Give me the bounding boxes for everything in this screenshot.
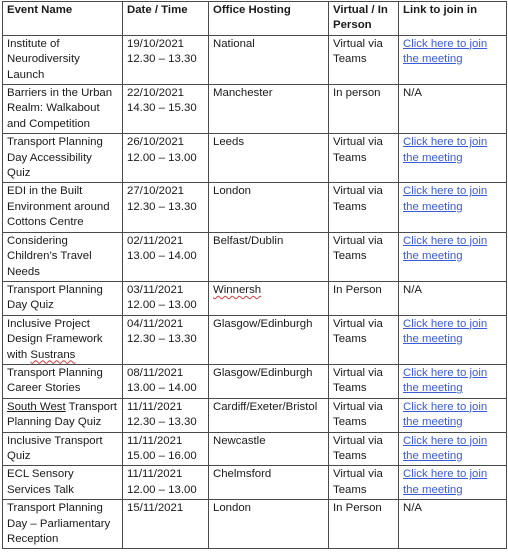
attendance-mode: In person — [333, 87, 381, 100]
attendance-mode: Virtual via Teams — [333, 37, 383, 66]
header-office-hosting: Office Hosting — [209, 2, 329, 36]
event-name: South West Transport Planning Day Quiz — [7, 400, 117, 429]
header-date-time: Date / Time — [123, 2, 209, 36]
table-row — [3, 432, 507, 466]
link-not-applicable: N/A — [403, 283, 422, 296]
join-link-cell — [399, 183, 507, 232]
office-hosting: Belfast/Dublin — [213, 234, 284, 247]
event-time: 12.00 – 13.00 — [127, 151, 197, 164]
office-hosting: Winnersh — [213, 283, 262, 296]
event-time: 12.00 – 13.00 — [127, 299, 197, 312]
office-hosting: Newcastle — [213, 434, 266, 447]
date-time-cell — [123, 364, 209, 398]
table-row — [3, 232, 507, 281]
event-date: 19/10/2021 — [127, 37, 185, 50]
header-event-name: Event Name — [3, 2, 123, 36]
office-hosting-cell — [209, 466, 329, 500]
attendance-mode: Virtual via Teams — [333, 434, 383, 462]
office-hosting: Leeds — [213, 136, 245, 149]
event-date: 02/11/2021 — [127, 234, 184, 247]
attendance-mode-cell — [329, 35, 399, 84]
attendance-mode-cell — [329, 281, 399, 315]
event-time: 12.30 – 13.30 — [127, 333, 197, 346]
office-hosting-cell — [209, 432, 329, 466]
attendance-mode: Virtual via Teams — [333, 317, 383, 346]
event-date: 11/11/2021 — [127, 468, 183, 481]
join-link-cell — [399, 364, 507, 398]
table-row — [3, 85, 507, 134]
attendance-mode-cell — [329, 398, 399, 432]
join-meeting-link[interactable]: Click here to join the meeting — [403, 434, 488, 462]
event-name: ECL Sensory Services Talk — [7, 468, 74, 496]
attendance-mode: Virtual via Teams — [333, 468, 383, 496]
table-row — [3, 183, 507, 232]
event-name-cell — [3, 35, 123, 84]
attendance-mode: Virtual via Teams — [333, 136, 383, 164]
event-name-cell — [3, 134, 123, 183]
date-time-cell — [123, 281, 209, 315]
join-link-cell — [399, 134, 507, 183]
join-meeting-link[interactable]: Click here to join the meeting — [403, 234, 488, 263]
event-date: 26/10/2021 — [127, 136, 185, 149]
join-link-cell — [399, 281, 507, 315]
event-name-cell — [3, 183, 123, 232]
event-date: 11/11/2021 — [127, 434, 183, 447]
attendance-mode: Virtual via Teams — [333, 400, 383, 429]
event-name: Inclusive Transport Quiz — [7, 434, 103, 462]
join-link-cell — [399, 466, 507, 500]
join-link-cell — [399, 85, 507, 134]
join-link-cell — [399, 232, 507, 281]
event-name-cell — [3, 281, 123, 315]
event-name: Transport Planning Day – Parliamentary Reception — [7, 502, 111, 545]
join-meeting-link[interactable]: Click here to join the meeting — [403, 37, 488, 66]
table-row — [3, 281, 507, 315]
attendance-mode: In Person — [333, 283, 382, 296]
attendance-mode-cell — [329, 134, 399, 183]
attendance-mode-cell — [329, 85, 399, 134]
events-table — [2, 1, 507, 549]
join-link-cell — [399, 35, 507, 84]
office-hosting: London — [213, 185, 252, 198]
table-row — [3, 466, 507, 500]
event-time: 14.30 – 15.30 — [127, 102, 197, 115]
event-name-cell — [3, 364, 123, 398]
office-hosting-cell — [209, 315, 329, 364]
office-hosting: National — [213, 37, 255, 50]
join-meeting-link[interactable]: Click here to join the meeting — [403, 136, 488, 164]
event-name: Institute of Neurodiversity Launch — [7, 37, 80, 81]
date-time-cell — [123, 183, 209, 232]
event-date: 22/10/2021 — [127, 87, 185, 100]
join-meeting-link[interactable]: Click here to join the meeting — [403, 317, 488, 346]
event-time: 12.00 – 13.00 — [127, 483, 197, 496]
event-name-cell — [3, 232, 123, 281]
join-link-cell — [399, 500, 507, 549]
spellcheck-word: Sustrans — [30, 348, 76, 361]
table-row — [3, 134, 507, 183]
table-row — [3, 500, 507, 549]
event-date: 04/11/2021 — [127, 317, 184, 330]
join-meeting-link[interactable]: Click here to join the meeting — [403, 468, 488, 496]
date-time-cell — [123, 85, 209, 134]
office-hosting-cell — [209, 85, 329, 134]
office-hosting-cell — [209, 364, 329, 398]
attendance-mode-cell — [329, 232, 399, 281]
date-time-cell — [123, 466, 209, 500]
event-time: 13.00 – 14.00 — [127, 250, 197, 263]
office-hosting-cell — [209, 500, 329, 549]
office-hosting-cell — [209, 398, 329, 432]
event-date: 27/10/2021 — [127, 185, 185, 198]
office-hosting-cell — [209, 281, 329, 315]
event-date: 08/11/2021 — [127, 366, 184, 379]
event-name-cell — [3, 85, 123, 134]
event-name: Transport Planning Career Stories — [7, 366, 103, 395]
event-name: Considering Children’s Travel Needs — [7, 234, 92, 278]
office-hosting-cell — [209, 183, 329, 232]
event-name-cell — [3, 315, 123, 364]
attendance-mode-cell — [329, 183, 399, 232]
header-link: Link to join in — [399, 2, 507, 36]
table-row — [3, 315, 507, 364]
office-hosting-cell — [209, 232, 329, 281]
office-hosting: Cardiff/Exeter/Bristol — [213, 400, 318, 413]
attendance-mode-cell — [329, 364, 399, 398]
office-hosting: Chelmsford — [213, 468, 272, 481]
header-virtual-in-person: Virtual / In Person — [329, 2, 399, 36]
header-row — [3, 2, 507, 36]
date-time-cell — [123, 232, 209, 281]
event-name: Inclusive Project Design Framework with Sustrans — [7, 317, 103, 361]
table-row — [3, 364, 507, 398]
attendance-mode-cell — [329, 432, 399, 466]
event-time: 12.30 – 13.30 — [127, 200, 197, 213]
event-name-cell — [3, 432, 123, 466]
office-hosting-cell — [209, 134, 329, 183]
event-time: 12.30 – 13.30 — [127, 416, 197, 429]
date-time-cell — [123, 398, 209, 432]
event-time: 15.00 – 16.00 — [127, 449, 197, 462]
event-date: 11/11/2021 — [127, 400, 183, 413]
event-name: Transport Planning Day Accessibility Quiz — [7, 136, 103, 180]
office-hosting: Glasgow/Edinburgh — [213, 366, 313, 379]
table-row — [3, 35, 507, 84]
event-date: 15/11/2021 — [127, 502, 184, 515]
highlighted-region: South West — [7, 400, 66, 413]
event-date: 03/11/2021 — [127, 283, 184, 296]
office-hosting-cell — [209, 35, 329, 84]
event-name-cell — [3, 466, 123, 500]
table-row — [3, 398, 507, 432]
join-meeting-link[interactable]: Click here to join the meeting — [403, 400, 488, 429]
date-time-cell — [123, 134, 209, 183]
attendance-mode-cell — [329, 500, 399, 549]
attendance-mode-cell — [329, 315, 399, 364]
link-not-applicable: N/A — [403, 87, 422, 100]
table-body — [3, 35, 507, 549]
attendance-mode: Virtual via Teams — [333, 234, 383, 263]
office-hosting: London — [213, 502, 252, 515]
event-name: Transport Planning Day Quiz — [7, 283, 103, 312]
date-time-cell — [123, 35, 209, 84]
event-time: 12.30 – 13.30 — [127, 53, 197, 66]
date-time-cell — [123, 432, 209, 466]
join-meeting-link[interactable]: Click here to join the meeting — [403, 185, 488, 213]
event-name-cell — [3, 398, 123, 432]
link-not-applicable: N/A — [403, 502, 422, 515]
join-link-cell — [399, 398, 507, 432]
join-link-cell — [399, 432, 507, 466]
event-name: Barriers in the Urban Realm: Walkabout and Competition — [7, 87, 113, 130]
event-name-cell — [3, 500, 123, 549]
join-link-cell — [399, 315, 507, 364]
join-meeting-link[interactable]: Click here to join the meeting — [403, 366, 488, 395]
attendance-mode: Virtual via Teams — [333, 185, 383, 213]
office-hosting: Glasgow/Edinburgh — [213, 317, 313, 330]
attendance-mode: In Person — [333, 502, 382, 515]
date-time-cell — [123, 315, 209, 364]
attendance-mode: Virtual via Teams — [333, 366, 383, 395]
attendance-mode-cell — [329, 466, 399, 500]
event-time: 13.00 – 14.00 — [127, 382, 197, 395]
office-hosting: Manchester — [213, 87, 273, 100]
event-name: EDI in the Built Environment around Cottons Centre — [7, 185, 110, 229]
date-time-cell — [123, 500, 209, 549]
